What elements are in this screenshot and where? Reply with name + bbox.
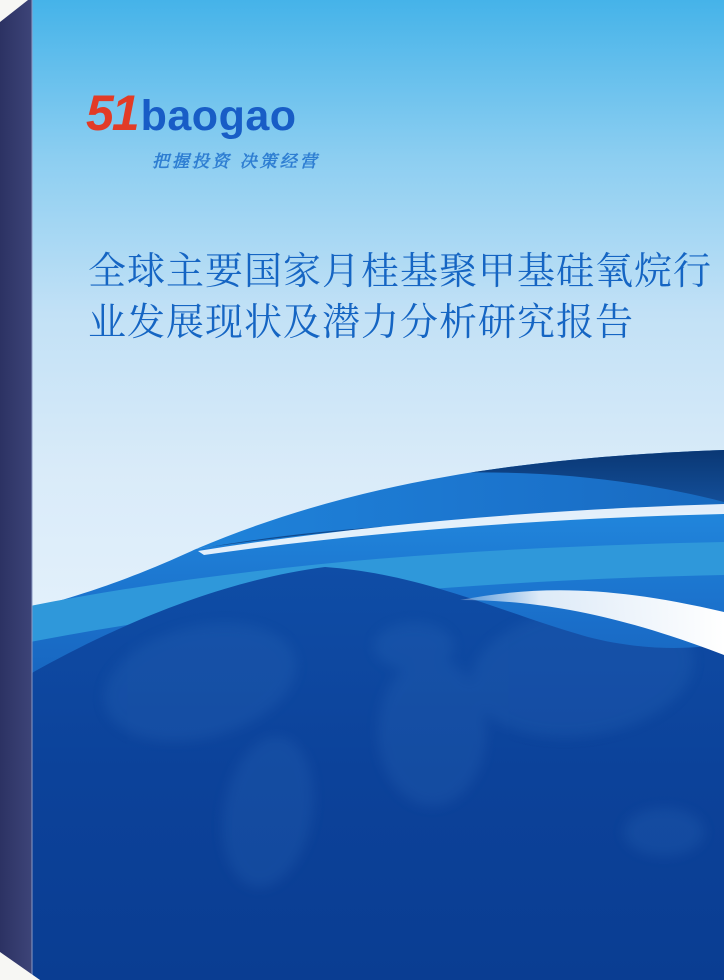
report-title (88, 247, 712, 349)
logo-tagline: 把握投资 决策经营 (152, 152, 320, 171)
brand-logo (86, 85, 297, 141)
report-title-line1: 全球主要国家月桂基聚甲基硅氧烷行 (88, 251, 713, 293)
spine-edge-highlight (31, 0, 33, 980)
logo-word: baogao (140, 92, 297, 140)
report-title-line2: 业发展现状及潜力分析研究报告 (88, 302, 635, 344)
book-spine (0, 0, 32, 980)
logo-number: 51 (86, 85, 138, 141)
